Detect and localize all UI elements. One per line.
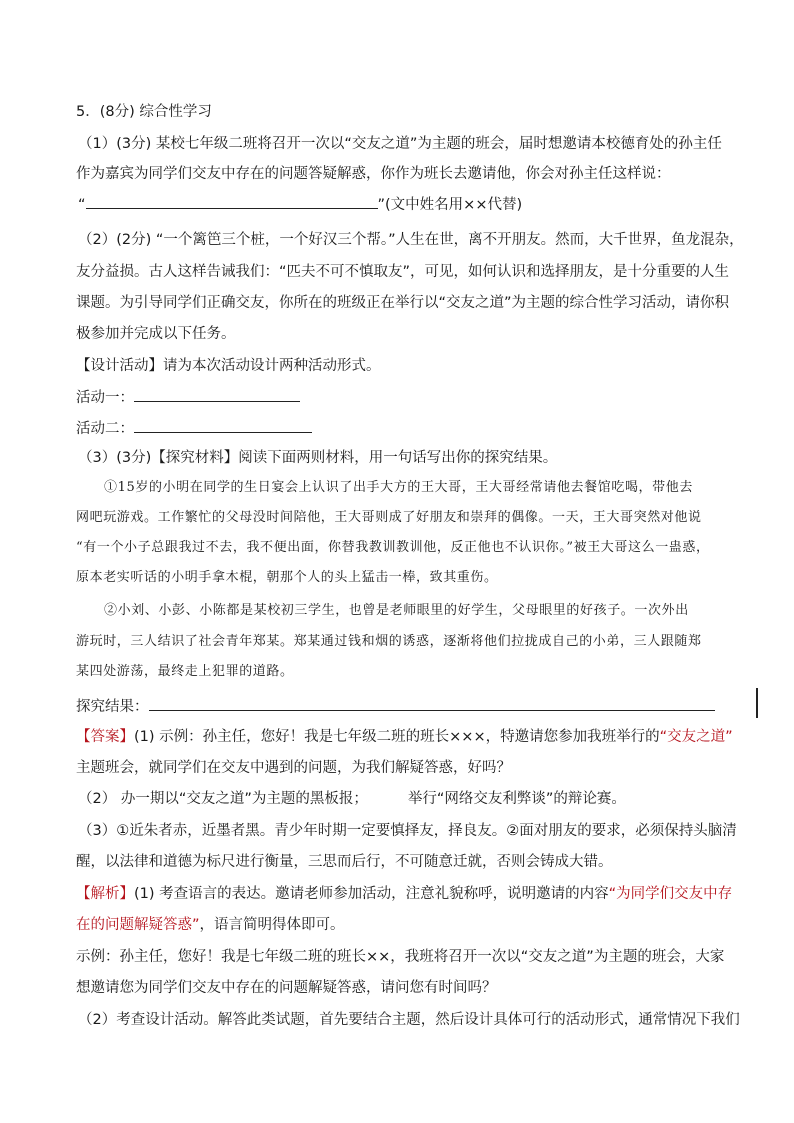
activity-1-blank[interactable] bbox=[134, 387, 300, 402]
result-row bbox=[76, 696, 722, 717]
example-line2: 想邀请您为同学们交友中存在的问题解疑答惑，请问您有时间吗？ bbox=[76, 980, 497, 996]
quote-open: “ bbox=[78, 197, 86, 213]
answer-2-line bbox=[78, 789, 724, 809]
margin-mark bbox=[756, 688, 758, 718]
result-label: 探究结果： bbox=[76, 699, 149, 715]
answer-2-part-b: 举行“网络交友利弊谈”的辩论赛。 bbox=[407, 791, 626, 807]
analysis-1-text: (1) 考查语言的表达。邀请老师参加活动，注意礼貌称呼，说明邀请的内容 bbox=[134, 886, 609, 902]
answer-3-line2: 醒，以法律和道德为标尺进行衡量，三思而后行，不可随意迁就，否则会铸成大错。 bbox=[76, 854, 613, 870]
answer-1-red-text: “交友之道” bbox=[659, 729, 733, 745]
analysis-1-text-cont: ，语言简明得体即可。 bbox=[199, 917, 345, 933]
example-line1: 示例：孙主任，您好！我是七年级二班的班长××，我班将召开一次以“交友之道”为主题的班会，大家 bbox=[76, 949, 725, 965]
q2-text-line3: 课题。为引导同学们正确交友，你所在的班级正在举行以“交友之道”为主题的综合性学习活动，请你积 bbox=[76, 295, 730, 311]
material-2-line3: 某四处游荡，最终走上犯罪的道路。 bbox=[76, 664, 294, 679]
material-2-line2: 游玩时，三人结识了社会青年郑某。郑某通过钱和烟的诱惑，逐渐将他们拉拢成自己的小弟，三人跟随郑 bbox=[76, 634, 702, 649]
activity-2-row bbox=[76, 418, 722, 439]
activity-1-label: 活动一： bbox=[76, 390, 134, 406]
q1-answer-blank-line bbox=[78, 194, 724, 215]
analysis-line1 bbox=[76, 884, 733, 904]
q1-text-line2: 作为嘉宾为同学们交友中存在的问题答疑解惑，你作为班长去邀请他，你会对孙主任这样说： bbox=[76, 166, 671, 182]
q1-answer-blank[interactable] bbox=[86, 194, 378, 209]
result-blank[interactable] bbox=[149, 696, 715, 711]
answer-1-text: (1) 示例：孙主任，您好！我是七年级二班的班长×××，特邀请您参加我班举行的 bbox=[134, 729, 660, 745]
activity-2-label: 活动二： bbox=[76, 421, 134, 437]
analysis-1-red-text-cont: 在的问题解疑答惑” bbox=[76, 917, 200, 933]
analysis-tag: 【解析】 bbox=[76, 886, 134, 902]
q2-text-line1: （2）(2分) “一个篱笆三个桩，一个好汉三个帮。”人生在世，离不开朋友。然而，大千世界，鱼龙混杂， bbox=[78, 232, 744, 248]
activity-1-row bbox=[76, 387, 722, 408]
answer-tag: 【答案】 bbox=[76, 729, 134, 745]
q2-text-line4: 极参加并完成以下任务。 bbox=[76, 326, 236, 342]
analysis-2-line1: （2）考查设计活动。解答此类试题，首先要结合主题，然后设计具体可行的活动形式，通常情况下我们 bbox=[78, 1012, 740, 1028]
material-1-line3: “有一个小子总跟我过不去，我不便出面，你替我教训教训他，反正他也不认识你。”被王大哥这么一蛊惑， bbox=[76, 540, 710, 555]
quote-close-note: ”(文中姓名用××代替) bbox=[377, 197, 523, 213]
question-5-title: 5．(8分) 综合性学习 bbox=[76, 104, 212, 120]
answer-line1 bbox=[76, 727, 733, 747]
answer-2-part-a: （2） 办一期以“交友之道”为主题的黑板报； bbox=[78, 791, 368, 807]
activity-2-blank[interactable] bbox=[134, 418, 312, 433]
analysis-1-red-text: “为同学们交友中存 bbox=[608, 886, 733, 902]
material-1-line1: ①15岁的小明在同学的生日宴会上认识了出手大方的王大哥，王大哥经常请他去餐馆吃喝，带他去 bbox=[104, 480, 693, 495]
answer-line2: 主题班会，就同学们在交友中遇到的问题，为我们解疑答惑，好吗？ bbox=[76, 760, 511, 776]
q1-text-line1: （1）(3分) 某校七年级二班将召开一次以“交友之道”为主题的班会，届时想邀请本校德育处的孙主任 bbox=[78, 136, 722, 152]
material-1-line2: 网吧玩游戏。工作繁忙的父母没时间陪他，王大哥则成了好朋友和崇拜的偶像。一天，王大哥突然对他说 bbox=[76, 510, 702, 525]
answer-3-line1: （3）①近朱者赤，近墨者黑。青少年时期一定要慎择友，择良友。②面对朋友的要求，必须保持头脑清 bbox=[78, 823, 737, 839]
material-2-line1: ②小刘、小彭、小陈都是某校初三学生，也曾是老师眼里的好学生，父母眼里的好孩子。一次外出 bbox=[104, 603, 689, 618]
design-activity-prompt: 【设计活动】请为本次活动设计两种活动形式。 bbox=[76, 358, 381, 374]
material-1-line4: 原本老实听话的小明手拿木棍，朝那个人的头上猛击一棒，致其重伤。 bbox=[76, 570, 498, 585]
analysis-line2 bbox=[76, 915, 722, 935]
q2-text-line2: 友分益损。古人这样告诫我们：“匹夫不可不慎取友”，可见，如何认识和选择朋友，是十分重要的人生 bbox=[76, 264, 730, 280]
q3-text-line1: （3）(3分)【探究材料】阅读下面两则材料，用一句话写出你的探究结果。 bbox=[78, 450, 558, 466]
